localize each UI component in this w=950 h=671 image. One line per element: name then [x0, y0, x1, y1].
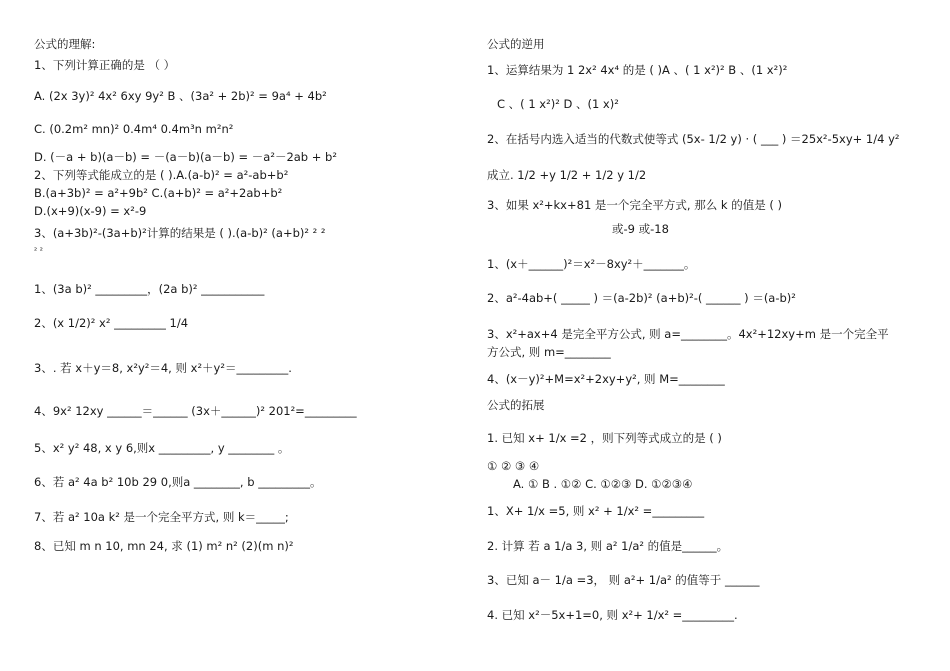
- option-line: 或-9 或-18: [612, 222, 669, 236]
- exercise-line: 3、已知 a－ 1/a =3， 则 a²+ 1/a² 的值等于 ______: [487, 573, 760, 587]
- exercise-line: 7、若 a² 10a k² 是一个完全平方式, 则 k＝_____;: [34, 510, 289, 524]
- exercise-line: 2、a²-4ab+( _____ ) ＝(a-2b)² (a+b)²-( ______ ) ＝(a-b)²: [487, 291, 796, 305]
- exercise-line: 4、(x－y)²+M=x²+2xy+y², 则 M=________: [487, 372, 725, 386]
- exercise-line: 2、(x 1/2)² x² _________ 1/4: [34, 316, 189, 330]
- exercise-line: 1、X+ 1/x =5, 则 x² + 1/x² =_________: [487, 504, 705, 518]
- exercise-line: 2. 计算 若 a 1/a 3, 则 a² 1/a² 的值是______。: [487, 539, 729, 553]
- exercise-line: 5、x² y² 48, x y 6,则x _________, y ________ 。: [34, 441, 290, 455]
- option-line: 成立. 1/2 +y 1/2 + 1/2 y 1/2: [487, 168, 647, 182]
- question-line: 3、(a+3b)²-(3a+b)²计算的结果是 ( ).(a-b)² (a+b)² ² ²: [34, 226, 326, 240]
- exercise-line: 8、已知 m n 10, mn 24, 求 (1) m² n² (2)(m n)²: [34, 539, 294, 553]
- question-line: 1. 已知 x+ 1/x =2 ，则下列等式成立的是 ( ): [487, 431, 722, 445]
- section-heading: 公式的逆用: [487, 37, 545, 51]
- option-line: ① ② ③ ④: [487, 459, 540, 473]
- question-line: 2、在括号内选入适当的代数式使等式 (5x- 1/2 y) · ( ___ ) ＝25x²-5xy+ 1/4 y²: [487, 132, 900, 146]
- option-line: A. ① B . ①② C. ①②③ D. ①②③④: [513, 477, 693, 491]
- question-line: 3、如果 x²+kx+81 是一个完全平方式, 那么 k 的值是 ( ): [487, 198, 782, 212]
- exercise-line: 4. 已知 x²－5x+1=0, 则 x²+ 1/x² =_________.: [487, 608, 738, 622]
- option-line: D.(x+9)(x-9) = x²-9: [34, 204, 147, 218]
- question-line: 1、运算结果为 1 2x² 4x⁴ 的是 ( )A 、( 1 x²)² B 、(1 x²)²: [487, 63, 788, 77]
- stray-marks: ² ²: [34, 246, 43, 255]
- option-line: B.(a+3b)² = a²+9b² C.(a+b)² = a²+2ab+b²: [34, 186, 283, 200]
- question-line: 1、下列计算正确的是 （ ）: [34, 58, 176, 72]
- exercise-line: 1、(x＋______)²＝x²－8xy²＋_______。: [487, 257, 696, 271]
- exercise-line: 4、9x² 12xy ______＝______ (3x＋______)² 201²=_________: [34, 404, 357, 418]
- question-line: 2、下列等式能成立的是 ( ).A.(a-b)² = a²-ab+b²: [34, 168, 289, 182]
- option-line: C 、( 1 x²)² D 、(1 x)²: [497, 97, 619, 111]
- section-heading: 公式的理解:: [34, 37, 96, 51]
- exercise-line: 1、(3a b)² _________，(2a b)² ___________: [34, 282, 265, 296]
- exercise-line: 6、若 a² 4a b² 10b 29 0,则a ________, b _________。: [34, 475, 322, 489]
- option-line: D. (－a + b)(a－b) = －(a－b)(a－b) = －a²－2ab + b²: [34, 150, 337, 164]
- exercise-line: 方公式, 则 m=________: [487, 345, 611, 359]
- option-line: C. (0.2m² mn)² 0.4m⁴ 0.4m³n m²n²: [34, 122, 234, 136]
- exercise-line: 3、x²+ax+4 是完全平方公式, 则 a=________。4x²+12xy+m 是一个完全平: [487, 327, 889, 341]
- section-heading: 公式的拓展: [487, 398, 545, 412]
- exercise-line: 3、. 若 x＋y＝8, x²y²＝4, 则 x²＋y²＝_________.: [34, 361, 292, 375]
- option-line: A. (2x 3y)² 4x² 6xy 9y² B 、(3a² + 2b)² = 9a⁴ + 4b²: [34, 89, 327, 103]
